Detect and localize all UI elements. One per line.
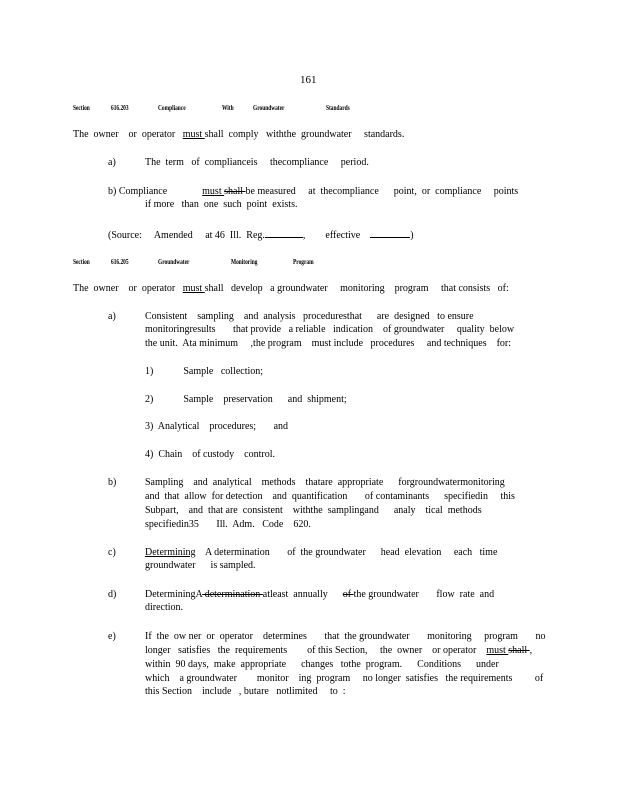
- heading-word: 616.203: [111, 103, 129, 112]
- deleted-text: of: [342, 589, 354, 600]
- para-line: this Section include , butare notlimited to :: [145, 686, 346, 697]
- deleted-text: shall: [224, 186, 246, 197]
- heading-word: Standards: [326, 103, 350, 112]
- inserted-text: DeterminingA: [145, 589, 203, 600]
- para-line: within 90 days, make appropriate changes tothe program. Conditions under: [145, 659, 499, 670]
- para-line: groundwater is sampled.: [145, 560, 256, 571]
- heading-word: Section: [73, 257, 90, 266]
- para-line: the unit. Ata minimum ,the program must include procedures and techniques for:: [145, 338, 512, 349]
- list-label: d): [108, 589, 117, 600]
- heading-word: Monitoring: [231, 257, 258, 266]
- para-line: longer satisfies the requirements of this Section, the owner or operator must shall ,: [145, 645, 533, 656]
- deleted-text: determination: [202, 589, 263, 600]
- para-line: monitoringresults that provide a reliable indication of groundwater quality below: [145, 324, 515, 335]
- deleted-text: shall: [508, 645, 530, 656]
- heading-word: Groundwater: [253, 103, 285, 112]
- heading-word: Compliance: [158, 103, 186, 112]
- list-item-text: The term of complianceis thecompliance period.: [145, 157, 369, 168]
- inserted-text: must: [182, 129, 205, 140]
- sublist-item: 4) Chain of custody control.: [145, 449, 275, 460]
- sec1-b-line2: if more than one such point exists.: [145, 199, 298, 210]
- sec1-b-line1: b) Compliance must shall be measured at thecompliance point, or compliance points: [108, 186, 519, 197]
- list-label: e): [108, 631, 116, 642]
- list-label: a): [108, 311, 116, 322]
- inserted-text: Determining: [145, 547, 196, 558]
- para-line: DeterminingA determination atleast annually of the groundwater flow rate and: [145, 589, 495, 600]
- sec1-intro: The owner or operator must shall comply withthe groundwater standards.: [73, 129, 405, 140]
- sublist-item: 1) Sample collection;: [145, 366, 264, 377]
- para-line: Sampling and analytical methods thatare appropriate forgroundwatermonitoring: [145, 477, 505, 488]
- heading-word: Groundwater: [158, 257, 190, 266]
- inserted-text: must: [486, 645, 509, 656]
- sec2-intro: The owner or operator must shall develop a groundwater monitoring program that consists of:: [73, 283, 509, 294]
- list-label: a): [108, 157, 116, 168]
- page-number: 161: [300, 74, 317, 86]
- para-line: Subpart, and that are consistent withthe samplingand analy tical methods: [145, 505, 482, 516]
- list-label: b): [108, 477, 117, 488]
- para-line: which a groundwater monitor ing program no longer satisfies the requirements of: [145, 673, 544, 684]
- blank-line: [265, 228, 303, 238]
- para-line: and that allow for detection and quantification of contaminants specifiedin this: [145, 491, 515, 502]
- heading-word: Section: [73, 103, 90, 112]
- para-line: specifiedin35 Ill. Adm. Code 620.: [145, 519, 311, 530]
- blank-line: [370, 228, 410, 238]
- inserted-text: must: [202, 186, 225, 197]
- heading-word: 616.205: [111, 257, 129, 266]
- inserted-text: must: [182, 283, 205, 294]
- para-line: direction.: [145, 602, 184, 613]
- sublist-item: 2) Sample preservation and shipment;: [145, 394, 347, 405]
- para-line: Consistent sampling and analysis proceduresthat are designed to ensure: [145, 311, 474, 322]
- heading-word: With: [222, 103, 234, 112]
- para-line: Determining A determination of the groundwater head elevation each time: [145, 547, 498, 558]
- para-line: If the ow ner or operator determines that the groundwater monitoring program no: [145, 631, 546, 642]
- source-note: (Source: Amended at 46 Ill. Reg. , effective ): [108, 230, 414, 241]
- heading-word: Program: [293, 257, 314, 266]
- sublist-item: 3) Analytical procedures; and: [145, 421, 289, 432]
- list-label: c): [108, 547, 116, 558]
